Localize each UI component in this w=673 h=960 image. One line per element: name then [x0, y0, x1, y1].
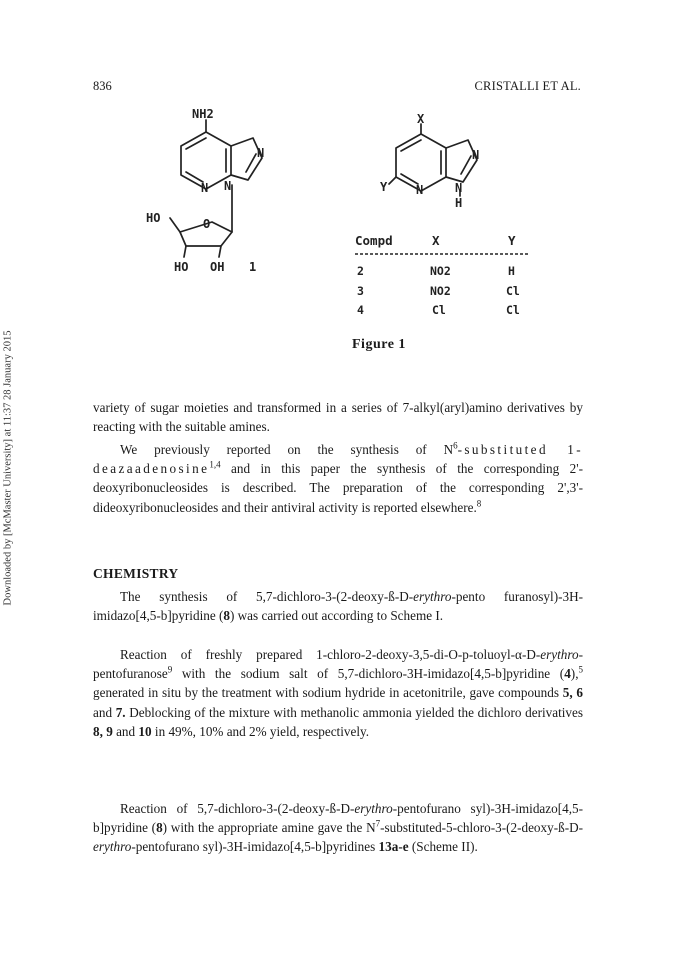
- paragraph-2: [93, 440, 583, 517]
- p5-text-f: (Scheme II).: [408, 839, 478, 855]
- p4-bold-2: 5, 6: [562, 685, 583, 701]
- p2-text-a: We previously reported on the synthesis of N: [120, 442, 454, 457]
- ho-bottom-label: HO: [174, 260, 189, 274]
- paragraph-1: [93, 398, 583, 436]
- figure-1-structures: [0, 0, 673, 340]
- table-header-y: Y: [508, 233, 516, 248]
- download-watermark-text: Downloaded by [McMaster University] at 11:37 28 January 2015: [2, 330, 14, 606]
- section-heading-chemistry: CHEMISTRY: [93, 566, 179, 581]
- p4-bold-4: 8, 9: [93, 723, 113, 739]
- p5-italic-2: erythro: [93, 839, 132, 855]
- n-label-right-2: N: [472, 148, 480, 162]
- p5-bold-1: 8: [156, 820, 163, 836]
- p4-bold-5: 10: [138, 723, 152, 739]
- p4-text-i: in 49%, 10% and 2% yield, respectively.: [151, 723, 370, 739]
- p5-text-b: -pentofurano syl)-3H-imidazo[4,5-b]pyridine (: [93, 801, 583, 836]
- p5-text-c: ) with the appropriate amine gave the N: [162, 820, 376, 836]
- y-substituent-label: Y: [380, 180, 388, 194]
- p5-bold-2: 13a-e: [378, 839, 409, 855]
- table-row-compd: 4: [357, 303, 364, 317]
- n-label-pyridine-2: N: [416, 183, 424, 197]
- table-row-compd: 2: [357, 264, 364, 278]
- p2-superscript-3: 8: [476, 498, 482, 509]
- ho-top-label: HO: [146, 211, 161, 225]
- ring-oxygen-label: O: [203, 217, 211, 231]
- p4-text-e: generated in situ by the treatment with sodium hydride in acetonitrile, gave compounds: [93, 685, 563, 701]
- p4-bold-3: 7.: [115, 704, 126, 720]
- table-row-y: H: [508, 264, 515, 278]
- p4-text-b: -pentofuranose: [93, 647, 583, 682]
- table-row-y: Cl: [506, 303, 520, 317]
- p4-bold-1: 4: [564, 666, 571, 682]
- p4-text-h: and: [112, 723, 139, 739]
- figure-caption: Figure 1: [352, 337, 406, 352]
- p2-superscript-1: 6: [453, 440, 458, 451]
- p3-text-a: The synthesis of 5,7-dichloro-3-(2-deoxy-ß-D-: [120, 589, 414, 604]
- p4-text-f: and: [93, 704, 116, 720]
- p3-text-b: -pento furanosyl)-3H-imidazo[4,5-b]pyridine (: [93, 589, 583, 624]
- p5-italic-1: erythro: [354, 801, 393, 816]
- p4-italic: erythro: [540, 647, 579, 662]
- p4-superscript-2: 5: [578, 664, 583, 675]
- table-row-y: Cl: [506, 284, 520, 298]
- p3-bold: 8: [223, 608, 230, 624]
- table-row-x: NO2: [430, 284, 451, 298]
- p2-text-c: and in this paper the synthesis of the corresponding 2'-deoxyribonucleosides is described. The preparation of the corresponding 2',3'-dideoxyribonucleosides and their antiviral activity is reported elsewhere.: [93, 461, 583, 515]
- table-row-compd: 3: [357, 284, 364, 298]
- p4-text-d: ),: [570, 666, 579, 682]
- running-head: CRISTALLI ET AL.: [474, 79, 581, 93]
- n-label-bottom: N: [224, 179, 232, 193]
- x-substituent-label: X: [417, 112, 425, 126]
- p2-superscript-2: 1,4: [209, 459, 221, 470]
- p5-text-d: -substituted-5-chloro-3-(2-deoxy-ß-D-: [380, 820, 584, 836]
- p4-text-a: Reaction of freshly prepared 1-chloro-2-deoxy-3,5-di-O-p-toluoyl-α-D-: [120, 647, 541, 662]
- table-header-compd: Compd: [355, 233, 393, 248]
- oh-bottom-label: OH: [210, 260, 225, 274]
- n-label-right: N: [257, 146, 265, 160]
- table-row-x: NO2: [430, 264, 451, 278]
- p3-italic: erythro: [413, 589, 452, 604]
- n-label-bottom-2: N: [455, 181, 463, 195]
- p2-text-b: -substituted 1-deazaadenosine: [93, 442, 583, 477]
- n-label-pyridine: N: [201, 181, 209, 195]
- nh2-label: NH2: [192, 107, 214, 121]
- paragraph-5: [93, 799, 583, 857]
- p5-text-a: Reaction of 5,7-dichloro-3-(2-deoxy-ß-D-: [120, 801, 355, 816]
- p4-text-g: Deblocking of the mixture with methanolic ammonia yielded the dichloro derivatives: [125, 704, 584, 720]
- nh-h-label: H: [455, 196, 463, 210]
- paragraph-3: [93, 587, 583, 625]
- table-row-x: Cl: [432, 303, 446, 317]
- p4-superscript-1: 9: [167, 664, 173, 675]
- p5-text-e: -pentofurano syl)-3H-imidazo[4,5-b]pyridines: [131, 839, 379, 855]
- paragraph-1-text: variety of sugar moieties and transformed in a series of 7-alkyl(aryl)amino derivatives by reacting with the suitable amines.: [93, 400, 583, 435]
- table-header-x: X: [432, 233, 440, 248]
- compound-number-1: 1: [249, 260, 257, 274]
- p4-text-c: with the sodium salt of 5,7-dichloro-3H-imidazo[4,5-b]pyridine (: [172, 666, 565, 682]
- paragraph-4: [93, 645, 583, 741]
- page-number: 836: [93, 79, 112, 93]
- p5-superscript: 7: [375, 818, 381, 829]
- p3-text-c: ) was carried out according to Scheme I.: [229, 608, 444, 624]
